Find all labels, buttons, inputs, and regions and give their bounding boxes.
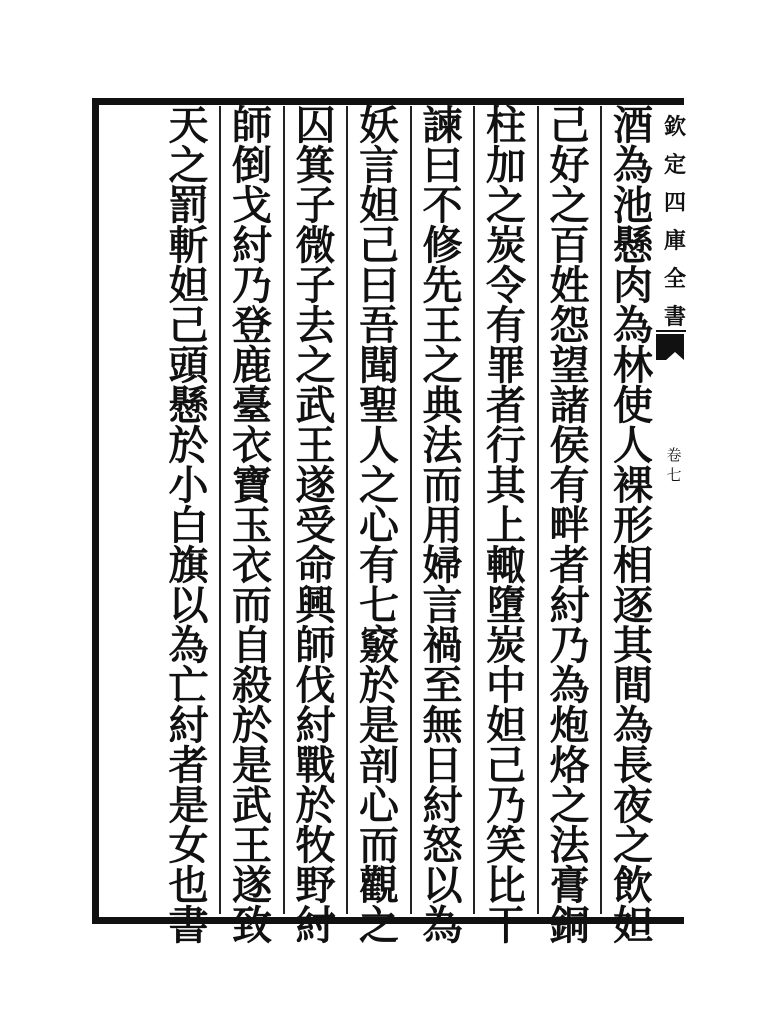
text-column-7: 師 倒 戈 紂 乃 登 鹿 臺 衣 寶 玉 衣 而 自 殺 於 是 武 王 遂 致	[232, 102, 272, 949]
text-column-3: 柱 加 之 炭 令 有 罪 者 行 其 上 輙 墮 炭 中 妲 己 乃 笑 比 干	[486, 102, 526, 949]
fish-tail-notch	[665, 352, 685, 361]
text-column-5: 妖 言 妲 己 曰 吾 聞 聖 人 之 心 有 七 竅 於 是 剖 心 而 觀 之	[359, 102, 399, 949]
column-rule	[410, 106, 412, 914]
column-rule	[283, 106, 285, 914]
column-rule	[346, 106, 348, 914]
margin-volume-label: 卷 七	[666, 446, 682, 484]
text-column-4: 諫 曰 不 修 先 王 之 典 法 而 用 婦 言 禍 至 無 日 紂 怒 以 為	[422, 102, 463, 949]
text-column-1: 酒 為 池 懸 肉 為 林 使 人 裸 形 相 逐 其 間 為 長 夜 之 飲 妲	[613, 102, 653, 949]
column-rule	[473, 106, 475, 914]
margin-book-title: 欽 定 四 庫 全 書	[663, 114, 686, 330]
column-rule	[219, 106, 221, 914]
column-rule	[600, 106, 602, 914]
column-rule	[537, 106, 539, 914]
text-column-8: 天 之 罰 斬 妲 己 頭 懸 於 小 白 旗 以 為 亡 紂 者 是 女 也 書	[168, 102, 209, 949]
text-column-2: 己 好 之 百 姓 怨 望 諸 侯 有 畔 者 紂 乃 為 炮 烙 之 法 膏 銅	[549, 102, 590, 949]
text-column-6: 囚 箕 子 微 子 去 之 武 王 遂 受 命 興 師 伐 紂 戰 於 牧 野 紂	[295, 102, 336, 949]
